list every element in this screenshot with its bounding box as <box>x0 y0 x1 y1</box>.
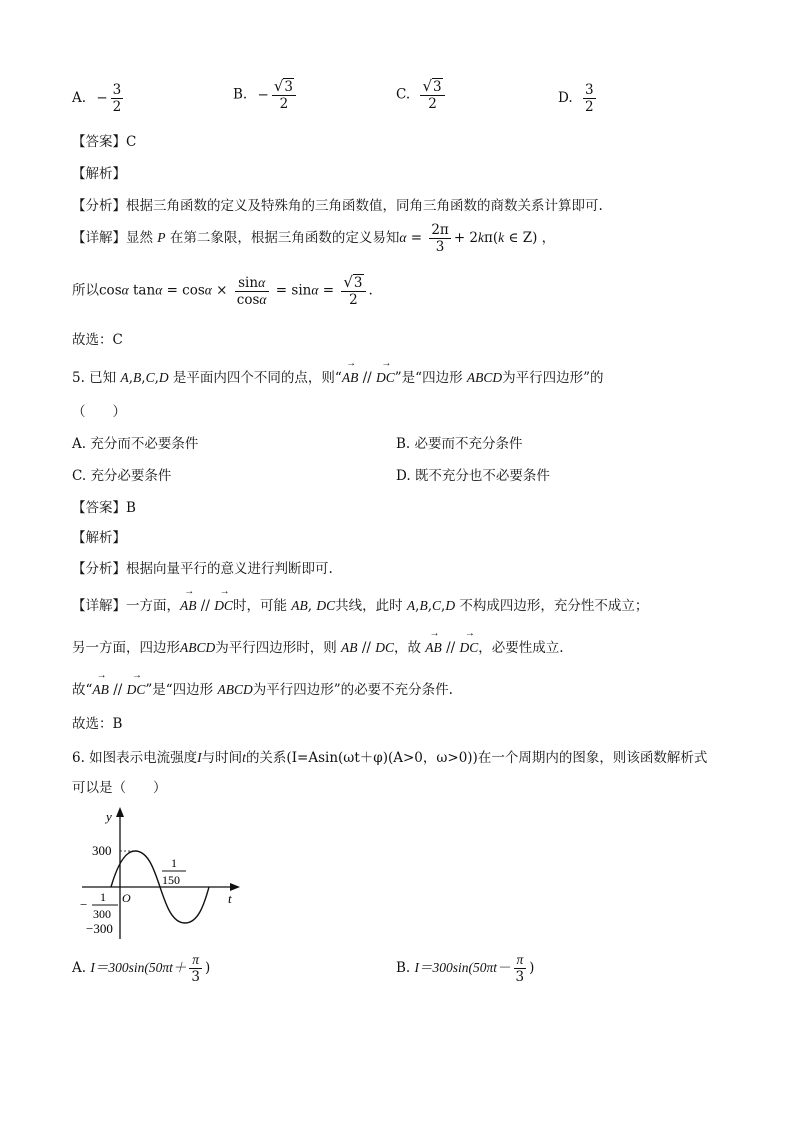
q4-option-b: B. − $\frac{√3}{2}$ <box>233 78 299 112</box>
q5-fenxi: 【分析】根据向量平行的意义进行判断即可. <box>72 561 333 577</box>
q5-answer: 【答案】B <box>72 500 136 516</box>
q4-fenxi: 【分析】根据三角函数的定义及特殊角的三角函数值，同角三角函数的商数关系计算即可. <box>72 198 603 214</box>
t-axis-label: t <box>228 891 232 906</box>
q6-stem-1: 6. 如图表示电流强度I与时间t的关系(I=Asin(ωt＋φ)(A>0，ω>0))在一个周期内的图象，则该函数解析式 <box>72 750 708 766</box>
origin-label: O <box>122 891 131 905</box>
q4-option-a: A. − $\frac{3}{2}$ <box>72 82 122 115</box>
q4-xiangjie: 【详解】显然 P 在第二象限，根据三角函数的定义易知α = $\frac{2\pi}{3}$ + 2kπ(k ∈ Z) ， <box>72 222 556 255</box>
q5-analysis-head: 【解析】 <box>72 530 126 546</box>
q4-analysis-head: 【解析】 <box>72 166 126 182</box>
q4-choose: 故选：C <box>72 332 123 348</box>
q5-option-b: B. 必要而不充分条件 <box>396 436 523 452</box>
q6-option-b: B. I＝300sin(50πt－ $\frac{\pi}{3}$ ) <box>396 952 535 985</box>
option-label: C. <box>396 86 411 103</box>
option-label: A. <box>72 90 87 106</box>
y-axis-arrow <box>116 807 124 817</box>
option-label: B. <box>233 86 248 103</box>
q5-detail-2: 另一方面，四边形ABCD为平行四边形时，则 AB // DC，故 → AB // → DC，必要性成立. <box>72 636 564 656</box>
q4-so-line: 所以cosα tanα = cosα × $\frac{\sin\alpha}{\cos\alpha}$ = sinα = $\frac{√3}{2}$ . <box>72 273 373 308</box>
option-label: D. <box>558 90 573 106</box>
y-top-label: 300 <box>92 843 112 858</box>
q6-sine-graph <box>78 805 253 945</box>
q5-paren: （ ） <box>72 404 126 420</box>
q4-option-d: D. $\frac{3}{2}$ <box>558 82 594 115</box>
y-bottom-label: −300 <box>86 921 113 936</box>
q6-option-a: A. I＝300sin(50πt＋ $\frac{\pi}{3}$ ) <box>72 952 211 985</box>
x-left-sign: − <box>80 897 88 912</box>
q6-stem-2: 可以是（ ） <box>72 780 167 796</box>
q4-answer: 【答案】C <box>72 134 137 150</box>
q5-option-d: D. 既不充分也不必要条件 <box>396 468 550 484</box>
y-axis-label: y <box>106 809 112 824</box>
q4-option-c: C. $\frac{√3}{2}$ <box>396 78 448 112</box>
q5-detail-3: 故“→ AB // → DC”是“四边形 ABCD为平行四边形”的必要不充分条件. <box>72 678 453 698</box>
x-left-num: 1 <box>100 890 106 904</box>
x-axis-arrow <box>230 883 240 891</box>
x-right-den: 150 <box>162 873 180 887</box>
q5-option-c: C. 充分必要条件 <box>72 468 172 484</box>
q5-detail-1: 【详解】一方面，→ AB // → DC时，可能 AB, DC共线，此时 A,B,C,D 不构成四边形，充分性不成立； <box>72 594 648 614</box>
x-right-num: 1 <box>171 856 177 870</box>
q5-option-a: A. 充分而不必要条件 <box>72 436 199 452</box>
x-left-den: 300 <box>93 907 111 921</box>
q5-choose: 故选：B <box>72 716 123 732</box>
q5-stem: 5. 已知 A,B,C,D 是平面内四个不同的点，则“→ AB // → DC”是“四边形 ABCD为平行四边形”的 <box>72 366 604 386</box>
